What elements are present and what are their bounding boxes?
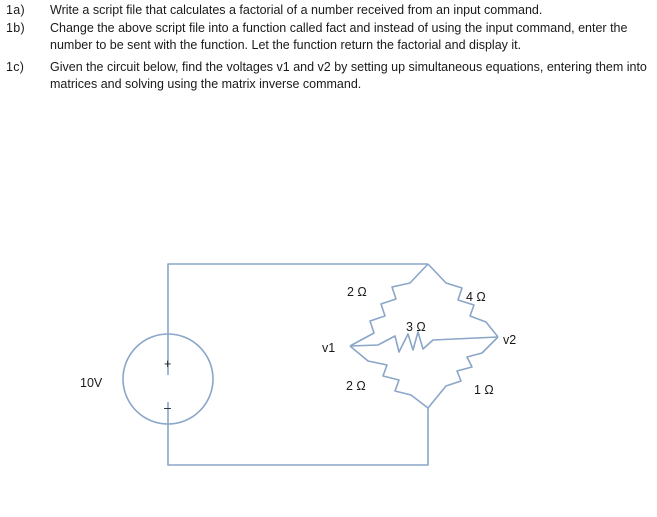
wire-top [168,264,428,375]
resistor-bottom-right [428,337,498,408]
resistor-top-left-label: 2 Ω [347,285,367,299]
wire-bottom [168,402,428,465]
question-number: 1a) [6,3,25,17]
resistor-top-right-label: 4 Ω [466,290,486,304]
source-minus: – [164,401,171,415]
resistor-top-right [428,264,498,337]
source-plus: + [164,357,172,371]
question-number: 1b) [6,20,25,35]
node-v2-label: v2 [503,333,517,347]
resistor-bottom-left [350,346,428,408]
resistor-bottom-left-label: 2 Ω [346,379,366,393]
source-label: 10V [80,376,103,390]
resistor-middle-label: 3 Ω [406,320,426,334]
question-text: Change the above script file into a function called fact and instead of using the input command, enter the number to be sent with the function. Let the function return the factorial and display it. [50,20,628,52]
question-text: Write a script file that calculates a factorial of a number received from an input command. [50,3,543,17]
question-number: 1c) [6,59,25,74]
resistor-bottom-right-label: 1 Ω [474,383,494,397]
resistor-middle [350,332,498,352]
question-text: Given the circuit below, find the voltages v1 and v2 by setting up simultaneous equations, entering them into matrices and solving using the matrix inverse command. [50,59,647,91]
node-v1-label: v1 [322,341,336,355]
